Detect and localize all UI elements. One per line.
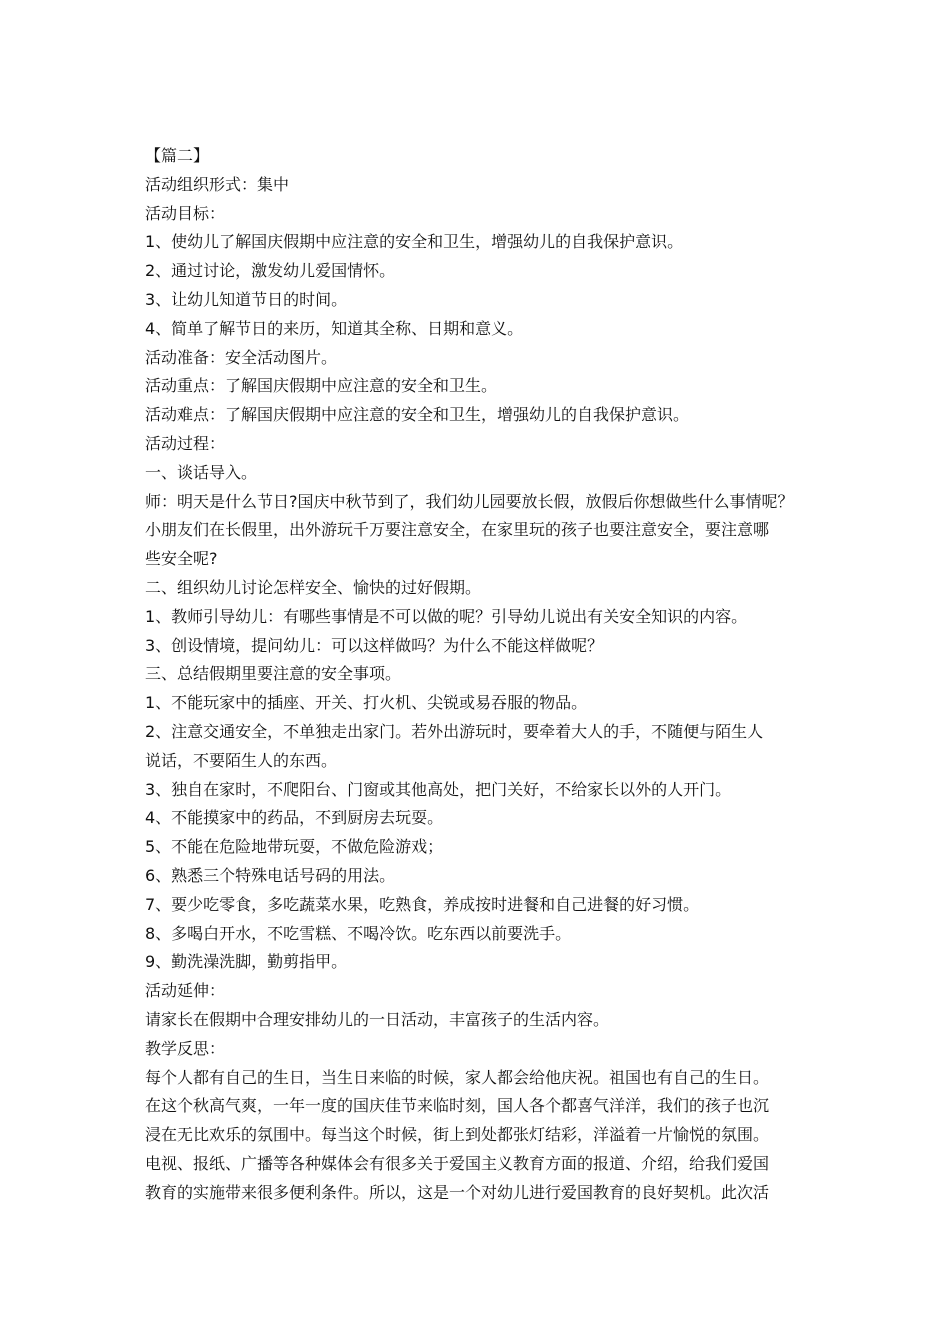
text-line: 教学反思： — [145, 1038, 226, 1058]
text-line: 请家长在假期中合理安排幼儿的一日活动，丰富孩子的生活内容。 — [145, 1009, 610, 1029]
text-line: 活动目标： — [145, 203, 226, 223]
text-line: 活动组织形式：集中 — [145, 174, 290, 194]
text-line: 活动延伸： — [145, 981, 226, 1001]
text-line: 2、注意交通安全，不单独走出家门。若外出游玩时，要牵着大人的手，不随便与陌生人 — [145, 721, 764, 741]
text-line: 4、不能摸家中的药品，不到厨房去玩耍。 — [145, 808, 444, 828]
text-line: 浸在无比欢乐的氛围中。每当这个时候，街上到处都张灯结彩，洋溢着一片愉悦的氛围。 — [145, 1125, 770, 1145]
text-line: 8、多喝白开水，不吃雪糕、不喝冷饮。吃东西以前要洗手。 — [145, 923, 572, 943]
text-line: 三、总结假期里要注意的安全事项。 — [145, 664, 402, 684]
text-line: 一、谈话导入。 — [145, 462, 258, 482]
text-line: 说话，不要陌生人的东西。 — [145, 750, 338, 770]
text-line: 9、勤洗澡洗脚，勤剪指甲。 — [145, 952, 348, 972]
text-line: 每个人都有自己的生日，当生日来临的时候，家人都会给他庆祝。祖国也有自己的生日。 — [145, 1067, 770, 1087]
text-line: 3、独自在家时，不爬阳台、门窗或其他高处，把门关好，不给家长以外的人开门。 — [145, 779, 732, 799]
text-line: 活动准备：安全活动图片。 — [145, 347, 338, 367]
text-line: 2、通过讨论，激发幼儿爱国情怀。 — [145, 261, 396, 281]
document-body — [145, 142, 835, 1207]
text-line: 6、熟悉三个特殊电话号码的用法。 — [145, 865, 396, 885]
text-line: 师：明天是什么节日?国庆中秋节到了，我们幼儿园要放长假，放假后你想做些什么事情呢？ — [145, 491, 794, 511]
text-line: 些安全呢? — [145, 549, 218, 569]
text-line: 5、不能在危险地带玩耍，不做危险游戏； — [145, 837, 444, 857]
text-line: 7、要少吃零食，多吃蔬菜水果，吃熟食，养成按时进餐和自己进餐的好习惯。 — [145, 894, 700, 914]
text-line: 二、组织幼儿讨论怎样安全、愉快的过好假期。 — [145, 577, 482, 597]
text-line: 1、教师引导幼儿：有哪些事情是不可以做的呢？引导幼儿说出有关安全知识的内容。 — [145, 606, 748, 626]
text-line: 4、简单了解节日的来历，知道其全称、日期和意义。 — [145, 318, 524, 338]
section-heading: 【篇二】 — [145, 146, 210, 165]
text-line: 电视、报纸、广播等各种媒体会有很多关于爱国主义教育方面的报道、介绍，给我们爱国 — [145, 1153, 770, 1173]
text-line: 活动过程： — [145, 433, 226, 453]
text-line: 在这个秋高气爽，一年一度的国庆佳节来临时刻，国人各个都喜气洋洋，我们的孩子也沉 — [145, 1096, 770, 1116]
text-line: 教育的实施带来很多便利条件。所以，这是一个对幼儿进行爱国教育的良好契机。此次活 — [145, 1182, 770, 1202]
text-line: 1、使幼儿了解国庆假期中应注意的安全和卫生，增强幼儿的自我保护意识。 — [145, 232, 684, 252]
text-line: 活动重点：了解国庆假期中应注意的安全和卫生。 — [145, 376, 498, 396]
text-line: 3、创设情境，提问幼儿：可以这样做吗？为什么不能这样做呢？ — [145, 635, 604, 655]
text-line: 小朋友们在长假里，出外游玩千万要注意安全，在家里玩的孩子也要注意安全，要注意哪 — [145, 520, 770, 540]
text-line: 3、让幼儿知道节日的时间。 — [145, 289, 348, 309]
text-line: 1、不能玩家中的插座、开关、打火机、尖锐或易吞服的物品。 — [145, 693, 588, 713]
text-line: 活动难点：了解国庆假期中应注意的安全和卫生，增强幼儿的自我保护意识。 — [145, 405, 690, 425]
